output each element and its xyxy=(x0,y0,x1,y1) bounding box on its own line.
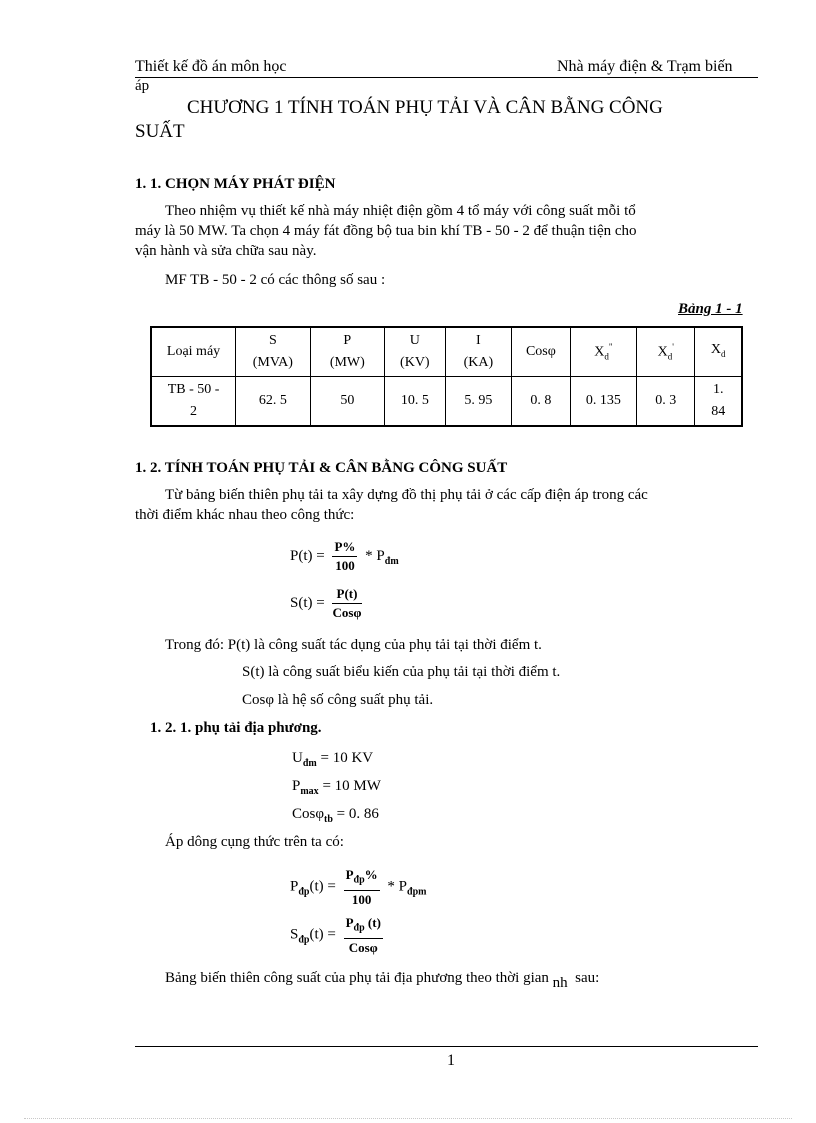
para1-line3: vận hành và sửa chữa sau này. xyxy=(135,243,317,259)
where-line3: Cosφ là hệ số công suất phụ tải. xyxy=(242,692,434,708)
cell-xd1: 0. 3 xyxy=(637,377,695,427)
chapter-title-line2: SUẤT xyxy=(135,121,185,142)
apply-line: Áp dông cụng thức trên ta có: xyxy=(165,834,344,850)
where-line1: Trong đó: P(t) là công suất tác dụng của phụ tải tại thời điểm t. xyxy=(165,637,542,653)
section2-para-line1: Từ bảng biến thiên phụ tải ta xây dựng đồ thị phụ tải ở các cấp điện áp trong các xyxy=(165,487,648,503)
page-edge xyxy=(24,1118,792,1119)
header-wrap: áp xyxy=(135,78,150,94)
cell-u: 10. 5 xyxy=(385,377,446,427)
para1-line2: máy là 50 MW. Ta chọn 4 máy fát đồng bộ tua bin khí TB - 50 - 2 để thuận tiện cho xyxy=(135,223,637,239)
chapter-title-line1: CHƯƠNG 1 TÍNH TOÁN PHỤ TẢI VÀ CÂN BẰNG CÔNG xyxy=(187,97,663,118)
header-cell: S (MVA) xyxy=(236,327,311,377)
table-header-row xyxy=(151,327,742,377)
header-rule xyxy=(135,77,758,78)
cell-cos: 0. 8 xyxy=(512,377,571,427)
cell-type: TB - 50 - 2 xyxy=(151,377,236,427)
header-left: Thiết kế đồ án môn học xyxy=(135,58,287,75)
where-line2: S(t) là công suất biểu kiến của phụ tải tại thời điểm t. xyxy=(242,664,561,680)
header-cell: $X_d^"$ xyxy=(570,327,636,377)
section2-para-line2: thời điểm khác nhau theo công thức: xyxy=(135,507,355,523)
section-1-2-title: 1. 2. TÍNH TOÁN PHỤ TẢI & CÂN BẰNG CÔNG SUẤT xyxy=(135,460,508,476)
header-cell: $X_d$ xyxy=(695,327,742,377)
cell-i: 5. 95 xyxy=(445,377,511,427)
footer-rule xyxy=(135,1046,758,1047)
last-line: Bảng biến thiên công suất của phụ tải địa phương theo thời gian nh sau: xyxy=(165,970,600,991)
para2: MF TB - 50 - 2 có các thông số sau : xyxy=(165,272,386,288)
header-cell: P (MW) xyxy=(310,327,384,377)
formula-sdp: $S_{đp}(t)$ = $\frac{P_{đp} (t)}{\text{Cosφ}}$ xyxy=(290,915,381,955)
section-1-1-title: 1. 1. CHỌN MÁY PHÁT ĐIỆN xyxy=(135,176,336,192)
formula-pdp: $P_{đp}(t)$ = $\frac{P_{đp}\%}{100}$ * $P_{đpm}$ xyxy=(290,867,427,907)
generator-spec-table xyxy=(150,326,743,427)
formula-pt: P(t) = $\frac{P\%}{100}$ * $P_{đm}$ xyxy=(290,539,399,573)
cell-xd2: 0. 135 xyxy=(570,377,636,427)
cell-p: 50 xyxy=(310,377,384,427)
param-udm: $U_{đm} = 10$ KV xyxy=(292,750,374,769)
header-cell: I (KA) xyxy=(445,327,511,377)
header-cell: Loại máy xyxy=(151,327,236,377)
formula-st: S(t) = $\frac{P(t)}{\text{Cosφ}}$ xyxy=(290,586,362,620)
header-right: Nhà máy điện & Trạm biến xyxy=(557,58,733,75)
page-number: 1 xyxy=(447,1052,455,1069)
cell-s: 62. 5 xyxy=(236,377,311,427)
header-cell: Cosφ xyxy=(512,327,571,377)
table-row xyxy=(151,377,742,427)
param-pmax: $P_{max} = 10$ MW xyxy=(292,778,381,797)
table-caption: Bảng 1 - 1 xyxy=(678,301,743,317)
para1-line1: Theo nhiệm vụ thiết kế nhà máy nhiệt điện gồm 4 tổ máy với công suất mỗi tổ xyxy=(165,203,636,219)
header-cell: $X_d'$ xyxy=(637,327,695,377)
cell-xd: 1. 84 xyxy=(695,377,742,427)
param-cos: Cosφ$_{tb}$ = 0. 86 xyxy=(292,806,379,825)
section-1-2-1-title: 1. 2. 1. phụ tải địa phương. xyxy=(150,720,322,736)
header-cell: U (KV) xyxy=(385,327,446,377)
